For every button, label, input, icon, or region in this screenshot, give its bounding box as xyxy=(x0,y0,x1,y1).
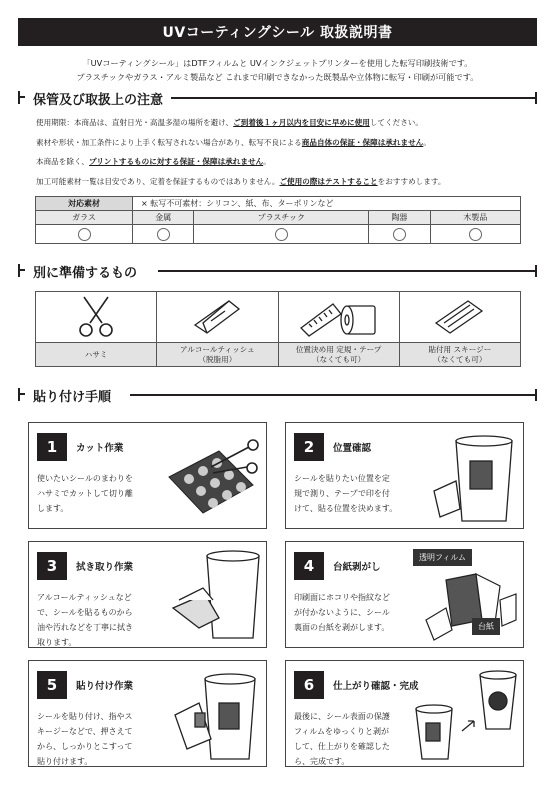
tag-backing-paper: 台紙 xyxy=(472,618,500,635)
intro-line: 「UVコーティングシール」はDTFフィルムと UVインクジェットプリンターを使用した転写印刷技術です。 xyxy=(82,58,473,68)
section-rule xyxy=(158,270,537,272)
materials-note: × 転写不可素材：シリコン、紙、布、ターポリンなど xyxy=(133,197,521,211)
section-rule xyxy=(130,394,537,396)
prepare-label: ハサミ xyxy=(36,342,156,366)
material-mark xyxy=(36,225,133,244)
circle-icon xyxy=(393,228,406,241)
step-description: シールを貼りたい位置を定 規で測り、テープで印を付 けて、貼る位置を決めます。 xyxy=(294,474,398,513)
step-number: 3 xyxy=(37,552,67,580)
material-name: 金属 xyxy=(133,211,194,225)
tag-clear-film: 透明フィルム xyxy=(413,549,472,566)
section-marker xyxy=(18,264,20,277)
scissors-icon xyxy=(76,295,116,339)
step-card-1 xyxy=(28,422,267,529)
prepare-item xyxy=(157,292,278,366)
step-title: 拭き取り作業 xyxy=(76,562,134,573)
material-mark xyxy=(194,225,369,244)
prepare-item xyxy=(36,292,157,366)
caution-line: 本商品を除く、プリントするものに対する保証・保障は承れません。 xyxy=(36,157,271,166)
caution-line: 使用期限：本商品は、直射日光・高温多湿の場所を避け、ご到着後１ヶ月以内を目安に早めに使用してください。 xyxy=(36,118,423,127)
caution-line: 加工可能素材一覧は目安であり、定着を保証するものではありません。ご使用の際はテストすることをおすすめします。 xyxy=(36,176,446,186)
prepare-item xyxy=(400,292,520,366)
section-title: 貼り付け手順 xyxy=(33,386,119,405)
sticker-sheet-cut-illustration xyxy=(161,437,261,517)
prepare-items xyxy=(35,291,521,367)
section-header-prepare xyxy=(18,263,537,279)
prepare-item xyxy=(279,292,400,366)
step-description: 印刷面にホコリや指紋など が付かないように、シール 裏面の台紙を剥がします。 xyxy=(294,593,390,632)
step-title: 位置確認 xyxy=(333,443,372,454)
step-description: 最後に、シール表面の保護 フィルムをゆっくりと剥が して、仕上がりを確認した ら、完成です。 xyxy=(294,712,390,766)
circle-icon xyxy=(157,228,170,241)
material-mark xyxy=(133,225,194,244)
cup-position-illustration xyxy=(426,431,520,525)
peel-backing-illustration xyxy=(416,560,520,644)
caution-line: 素材や形状・加工条件により上手く転写されない場合があり、転写不良による商品自体の保証・保障は承れません。 xyxy=(36,137,431,147)
material-name: 陶器 xyxy=(369,211,430,225)
step-title: 仕上がり確認・完成 xyxy=(333,681,419,692)
step-card-2 xyxy=(285,422,524,529)
ruler-tape-icon xyxy=(297,296,381,338)
circle-icon xyxy=(275,228,288,241)
circle-icon xyxy=(78,228,91,241)
step-description: シールを貼り付け、指やス キージーなどで、押さえて から、しっかりとこすって 貼り付けます。 xyxy=(37,712,133,766)
section-marker xyxy=(18,388,20,401)
section-title: 別に準備するもの xyxy=(33,262,145,281)
tissue-icon xyxy=(189,297,245,337)
intro-line: プラスチックやガラス・アルミ製品など これまで印刷できなかった既製品や立体物に転写・印刷が可能です。 xyxy=(76,72,479,82)
caution-list xyxy=(36,113,536,191)
apply-sticker-illustration xyxy=(169,669,263,763)
circle-icon xyxy=(469,228,482,241)
material-mark xyxy=(430,225,520,244)
material-name: ガラス xyxy=(36,211,133,225)
material-name: 木製品 xyxy=(430,211,520,225)
page-title: UVコーティングシール 取扱説明書 xyxy=(18,18,537,46)
step-number: 4 xyxy=(294,552,324,580)
step-card-4 xyxy=(285,541,524,648)
intro-text xyxy=(0,56,555,84)
squeegee-icon xyxy=(432,297,488,337)
step-title: 台紙剥がし xyxy=(333,562,381,573)
section-rule xyxy=(168,97,537,99)
section-header-steps xyxy=(18,387,537,403)
prepare-label: 位置決め用 定規・テープ （なくても可） xyxy=(279,342,399,366)
step-description: アルコールティッシュなど で、シールを貼るものから 油や汚れなどを丁寧に拭き 取ります。 xyxy=(37,593,133,647)
section-title: 保管及び取扱上の注意 xyxy=(33,89,171,108)
finished-cup-illustration xyxy=(414,669,520,763)
materials-header: 対応素材 xyxy=(36,197,133,211)
step-number: 5 xyxy=(37,671,67,699)
prepare-label: アルコールティッシュ （脱脂用） xyxy=(157,342,277,366)
wipe-cup-illustration xyxy=(169,548,263,644)
material-name: プラスチック xyxy=(194,211,369,225)
step-title: カット作業 xyxy=(76,443,124,454)
step-card-6 xyxy=(285,660,524,767)
step-number: 6 xyxy=(294,671,324,699)
step-card-5 xyxy=(28,660,267,767)
prepare-label: 貼付用 スキージー （なくても可） xyxy=(400,342,520,366)
section-header-caution xyxy=(18,90,537,106)
section-marker xyxy=(18,91,20,104)
step-number: 1 xyxy=(37,433,67,461)
step-description: 使いたいシールのまわりを ハサミでカットして切り離 します。 xyxy=(37,474,133,513)
materials-table xyxy=(35,196,521,244)
step-number: 2 xyxy=(294,433,324,461)
step-title: 貼り付け作業 xyxy=(76,681,134,692)
step-card-3 xyxy=(28,541,267,648)
material-mark xyxy=(369,225,430,244)
